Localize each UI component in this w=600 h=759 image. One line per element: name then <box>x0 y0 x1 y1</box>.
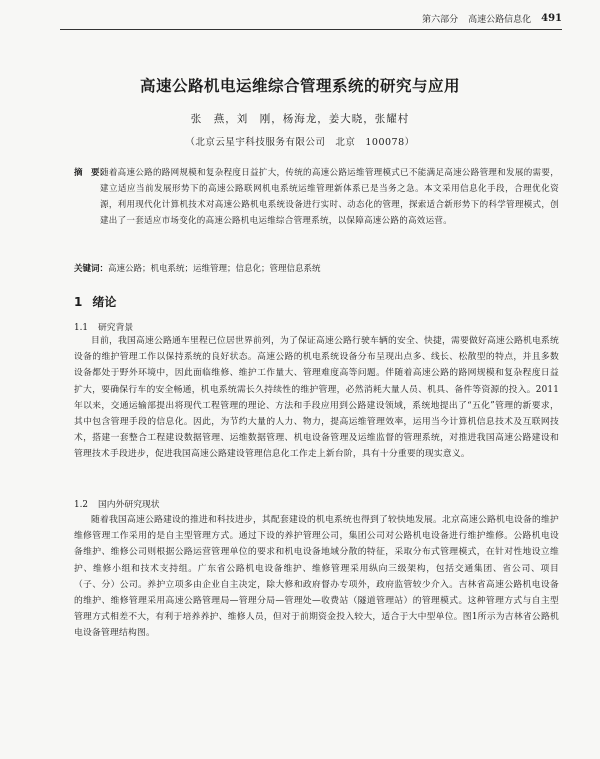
running-header <box>60 9 562 27</box>
keywords-text: 高速公路；机电系统；运维管理；信息化；管理信息系统 <box>108 264 321 274</box>
header-topic: 高速公路信息化 <box>468 14 532 25</box>
subsection-number: 1.2 <box>74 500 88 510</box>
body-paragraph-background: 目前，我国高速公路通车里程已位居世界前列，为了保证高速公路行驶车辆的安全、快捷，需要做好高速公路机电系统设备的维护管理工作以保持系统的良好状态。高速公路的机电系统设备分布呈现出点多、线长、松散型的特点，并且多数设备都处于野外环境中，因此面临维修、维护工作量大、管理难度高等问题。伴随着高速公路的路网规模和复杂程度日益扩大，要确保行车的安全畅通，机电系统需长久持续性的维护管理，必然消耗大量人员、机具、备件等资源的投入。2011年以来，交通运输部提出将现代工程管理的理论、方法和手段应用到公路建设领域，系统地提出了“五化”管理的新要求，其中包含管理手段的信息化。因此，为节约大量的人力、物力，提高运维管理效率，运用当今计算机信息技术及互联网技术，搭建一套整合工程建设数据管理、运维数据管理、机电设备管理及运维监督的管理系统，对推进我国高速公路建设和管理技术手段进步，促进我国高速公路建设管理信息化工作走上新台阶，具有十分重要的现实意义。 <box>74 336 559 460</box>
header-rule <box>60 29 562 30</box>
abstract-block <box>74 165 559 229</box>
keywords-block <box>74 262 559 274</box>
abstract-label: 摘 要： <box>74 168 109 178</box>
header-section: 第六部分 <box>422 14 459 25</box>
paper-affiliation: （北京云星宇科技服务有限公司 北京 100078） <box>185 137 415 148</box>
subsection-heading-1-2 <box>74 497 160 510</box>
page-number: 491 <box>541 12 562 24</box>
subsection-number: 1.1 <box>74 323 88 333</box>
section-number: 1 <box>74 295 83 309</box>
paper-title: 高速公路机电运维综合管理系统的研究与应用 <box>139 76 460 95</box>
body-paragraph-status: 随着我国高速公路建设的推进和科技进步，其配套建设的机电系统也得到了较快地发展。北京高速公路机电设备的维护维修管理工作采用的是自主型管理方式。通过下设的养护管理公司，集团公司对公路机电设备进行维护维修。公路机电设备维护、维修公司则根据公路运营管理单位的要求和机电设备地域分散的特征，采取分布式管理模式，在针对性地设立维护、维修小组和技术支持组。广东省公路机电设备维护、维修管理采用纵向三级架构，包括交通集团、省公司、项目（子、分）公司。养护立项多由企业自主决定，除大修和政府督办专项外，政府监管较少介入。吉林省高速公路机电设备的维护、维修管理采用高速公路管理局—管理分局—管理处—收费站（隧道管理站）的管理模式。这种管理方式与自主型管理方式相差不大，有利于培养养护、维修人员，但对于前期资金投入较大，适合于大中型单位。图1所示为吉林省公路机电设备管理结构图。 <box>74 515 559 639</box>
section-title: 绪论 <box>92 295 117 309</box>
abstract-text: 随着高速公路的路网规模和复杂程度日益扩大，传统的高速公路运维管理模式已不能满足高速公路管理和发展的需要，建立适应当前发展形势下的高速公路联网机电系统运维管理新体系已是当务之急。本文采用信息化手段，合理优化资源，利用现代化计算机技术对高速公路机电系统设备进行实时、动态化的管理，探索适合新形势下的科学管理模式，创建出了一套适应市场变化的高速公路机电运维综合管理系统，以保障高速公路的高效运营。 <box>100 168 559 226</box>
subsection-title: 国内外研究现状 <box>98 500 160 510</box>
subsection-title: 研究背景 <box>98 323 134 333</box>
keywords-label: 关键词： <box>74 264 109 274</box>
paper-authors: 张 燕，刘 刚，杨海龙，姜大晓，张耀村 <box>190 113 410 125</box>
subsection-heading-1-1 <box>74 320 133 333</box>
section-heading-1 <box>74 293 116 310</box>
